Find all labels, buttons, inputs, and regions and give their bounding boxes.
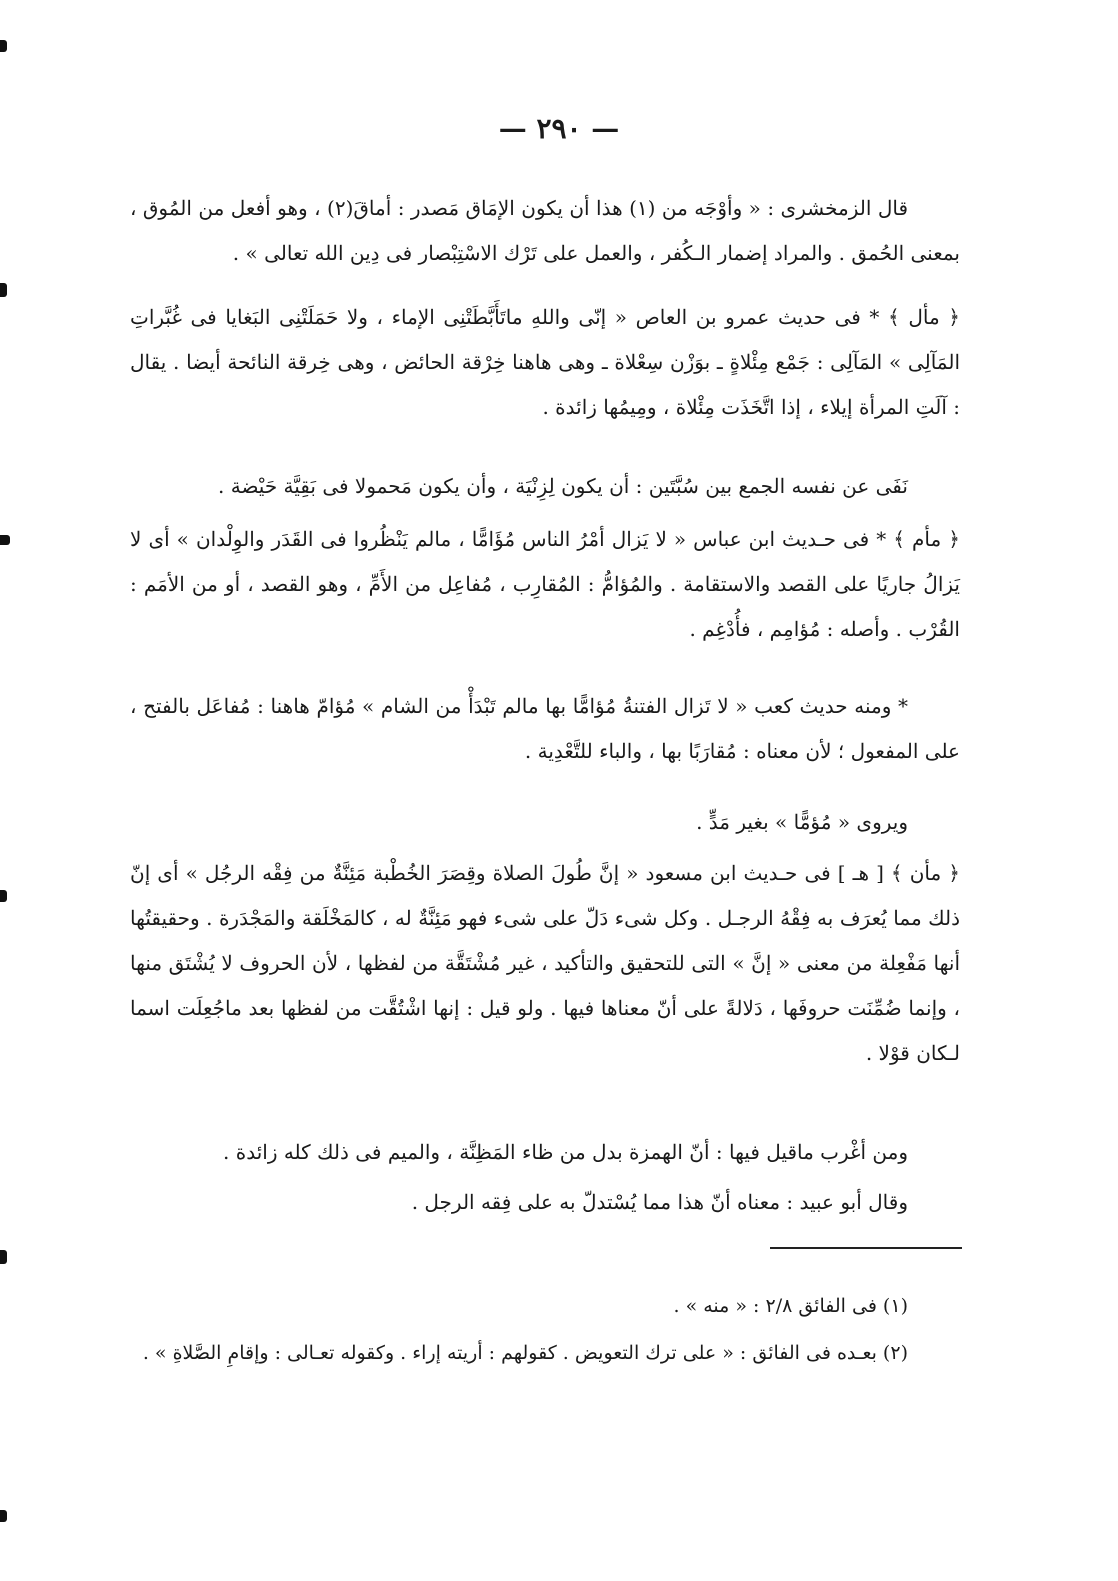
main-text <box>130 684 960 774</box>
scan-edge-mark <box>0 1510 7 1522</box>
paragraph-gharib: ومن أغْرب ماقيل فيها : أنّ الهمزة بدل من ظاء المَظِنَّة ، والميم فى ذلك كله زائدة . <box>223 1140 908 1164</box>
footnote-divider <box>770 1247 962 1249</box>
main-text <box>130 295 960 430</box>
paragraph-zamakhshari: قال الزمخشرى : « وأوْجَه من (١) هذا أن يكون الإمَاق مَصدر : أماقَ(٢) ، وهو أفعل من المُوق ، بمعنى الحُمق . والمراد إضمار الـكُفر ، والعمل على تَرْك الاسْتِبْصار فى دِين الله تعالى » . <box>130 196 960 265</box>
main-text <box>130 851 960 1076</box>
paragraph-variant: ويروى « مُؤمًّا » بغير مَدٍّ . <box>696 810 908 834</box>
scan-edge-mark <box>0 40 7 52</box>
main-text <box>130 186 960 276</box>
entry-man: ﴿ مأن ﴾ [ هـ ] فى حـديث ابن مسعود « إنَّ طُولَ الصلاة وقِصَرَ الخُطْبة مَئِنَّةٌ من فِقْه الرجُل » أى إنّ ذلك مما يُعرَف به فِقْهُ الرجـل . وكل شىء دَلّ على شىء فهو مَئِنَّةٌ له ، كالمَخْلَقة والمَجْدَرة . وحقيقتُها أنها مَفْعِلة من معنى « إنَّ » التى للتحقيق والتأكيد ، غير مُشْتَقَّة من لفظها ، لأن الحروف لا يُشْتَق منها ، وإنما ضُمِّنَت حروفَها ، دَلالةً على أنّ معناها فيها . ولو قيل : إنها اشْتُقَّت من لفظها بعد ماجُعِلَت اسما لـكان قوْلا . <box>130 861 960 1065</box>
main-text <box>130 1130 960 1175</box>
scan-edge-mark <box>0 890 7 902</box>
paragraph-kaab: * ومنه حديث كعب « لا تَزال الفتنةُ مُؤامًّا بها مالم تَبْدَأْ من الشام » مُؤامّ هاهنا : مُفاعَل بالفتح ، على المفعول ؛ لأن معناه : مُقارَبًا بها ، والباء للتَّعْدِية . <box>130 694 960 763</box>
main-text <box>130 464 960 509</box>
footnotes <box>130 1283 960 1377</box>
footnote-1: (١) فى الفائق ٢/٨ : « منه » . <box>673 1295 908 1317</box>
paragraph-abu-ubayd: وقال أبو عبيد : معناه أنّ هذا مما يُسْتدلّ به على فِقه الرجل . <box>411 1190 908 1214</box>
main-text <box>130 517 960 652</box>
main-text <box>130 800 960 845</box>
paragraph-note: نَفَى عن نفسه الجمع بين سُبَّتَين : أن يكون لِزِنْيَة ، وأن يكون مَحمولا فى بَقِيَّة حَيْضة . <box>218 474 908 498</box>
entry-mam: ﴿ مأم ﴾ * فى حـديث ابن عباس « لا يَزال أمْرُ الناس مُؤَامًّا ، مالم يَنْظُروا فى القَدَر والوِلْدان » أى لا يَزالُ جاريًا على القصد والاستقامة . والمُؤامُّ : المُقارِب ، مُفاعِل من الأَمِّ ، وهو القصد ، أو من الأمَم : القُرْب . وأصله : مُؤامِم ، فأُدْغِم . <box>130 527 960 641</box>
scan-edge-mark <box>0 283 7 297</box>
main-text <box>130 1180 960 1225</box>
entry-mal: ﴿ مأل ﴾ * فى حديث عمرو بن العاص « إنّى واللهِ ماتَأَبَّطَتْنِى الإماء ، ولا حَمَلَتْنِى البَغايا فى غُبَّراتِ المَآلِى » المَآلِى : جَمْع مِئْلاةٍ ـ بوَزْن سِعْلاة ـ وهى هاهنا خِرْقة الحائض ، وهى خِرقة النائحة أيضا . يقال : آلَتِ المرأة إيلاء ، إذا اتَّخَذَت مِئْلاة ، ومِيمُها زائدة . <box>130 305 960 419</box>
page-number: — ٢٩٠ — <box>498 112 620 145</box>
scan-edge-mark <box>0 1250 7 1264</box>
scan-edge-mark <box>0 535 10 545</box>
footnote-2: (٢) بعـده فى الفائق : « على ترك التعويض . كقولهم : أريته إراء . وكقوله تعـالى : وإقامِ الصَّلاةِ » . <box>142 1342 908 1364</box>
